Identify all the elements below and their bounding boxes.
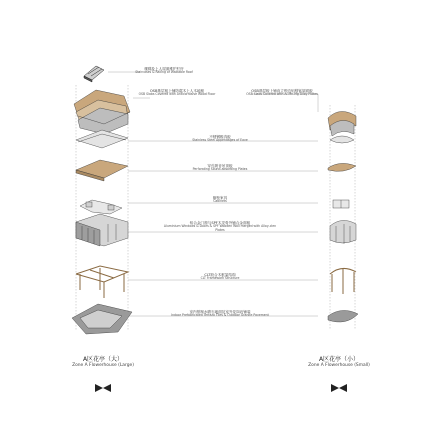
layer-label-ceiling xyxy=(180,164,260,172)
left-frame-layer xyxy=(76,266,128,298)
layer-label-metal-roof xyxy=(236,89,328,97)
column-title-en: Zone A Flowerhouse (Large) xyxy=(72,363,134,368)
right-frame-layer xyxy=(330,268,356,294)
right-wall-layer xyxy=(330,220,356,244)
layer-label-cn: 橱柜家具 xyxy=(212,196,228,200)
layer-label-wood-floor-roof xyxy=(132,89,222,97)
layer-label-en: Staircases & Railing of Walkable Roof xyxy=(135,70,193,75)
column-title-cn: A区花亭（大） xyxy=(82,356,124,363)
right-eave-layer xyxy=(330,136,354,143)
layer-label-eave xyxy=(180,135,260,143)
layer-label-en: Aluminium Windows & Doors & SPF Wooden Wall merged with Alloy-clen Plates xyxy=(163,224,277,233)
layer-label-en: Cabinets xyxy=(213,199,227,204)
left-ceiling-layer xyxy=(76,160,128,181)
layer-label-en: Perforating Sound-absorbing Plates xyxy=(192,167,248,172)
layer-label-cn: 室内预制水磨石地面及室外花岗岩铺装 xyxy=(189,310,251,314)
column-title-en: Zone A Flowerhouse (Small) xyxy=(308,363,370,368)
layer-label-en: CLT Framework Structure xyxy=(200,276,240,281)
layer-label-walls xyxy=(160,221,280,233)
right-ceiling-layer xyxy=(328,163,356,171)
column-title-right xyxy=(289,356,389,368)
left-staircase-layer xyxy=(84,66,104,82)
layer-label-en: OSB Slabs Covered with Al-Mn-Mg Alloy Plates xyxy=(246,92,318,97)
left-eave-layer xyxy=(76,130,128,148)
layer-label-en: Indoor Prefabricated Terrazo Tiles & Outdoor Granite Pavement xyxy=(171,313,269,318)
layer-label-cn: 楼梯及上人屋面维护栏杆 xyxy=(144,67,184,71)
left-wall-layer xyxy=(76,214,128,246)
layer-label-cn: 铝合金门窗与SPF木龙骨外铺合金面板 xyxy=(189,221,251,225)
layer-label-cn: CLT胶合木框架结构 xyxy=(204,273,236,277)
layer-label-floor xyxy=(165,310,275,318)
right-cabinet-layer xyxy=(333,200,349,208)
right-roof-layer xyxy=(328,111,356,136)
layer-label-staircase xyxy=(128,67,200,75)
column-title-cn: A区花亭（小） xyxy=(318,356,360,363)
left-cabinet-layer xyxy=(80,200,122,214)
layer-label-en: Stainless Steel Appendages of Eave xyxy=(192,138,248,143)
layer-label-frame xyxy=(180,273,260,281)
layer-label-en: OSB Slabs Covered with Anticorrosive Wood Floor xyxy=(138,92,216,97)
layer-label-cabinets xyxy=(190,196,250,204)
left-floor-layer xyxy=(72,304,132,334)
layer-label-cn: OSB基层板上铺直立锁边铝镁锰屋面板 xyxy=(251,89,313,93)
column-title-left xyxy=(53,356,153,368)
left-roof-layer xyxy=(74,90,130,134)
right-floor-layer xyxy=(328,310,358,322)
layer-label-cn: 穿孔吸音吊顶板 xyxy=(207,164,233,168)
pavilion-icon xyxy=(95,384,111,392)
layer-label-cn: OSB基层板上铺防腐木上人木地板 xyxy=(149,89,205,93)
pavilion-icon xyxy=(331,384,347,392)
layer-label-cn: 不锈钢檐沟板 xyxy=(209,135,231,139)
